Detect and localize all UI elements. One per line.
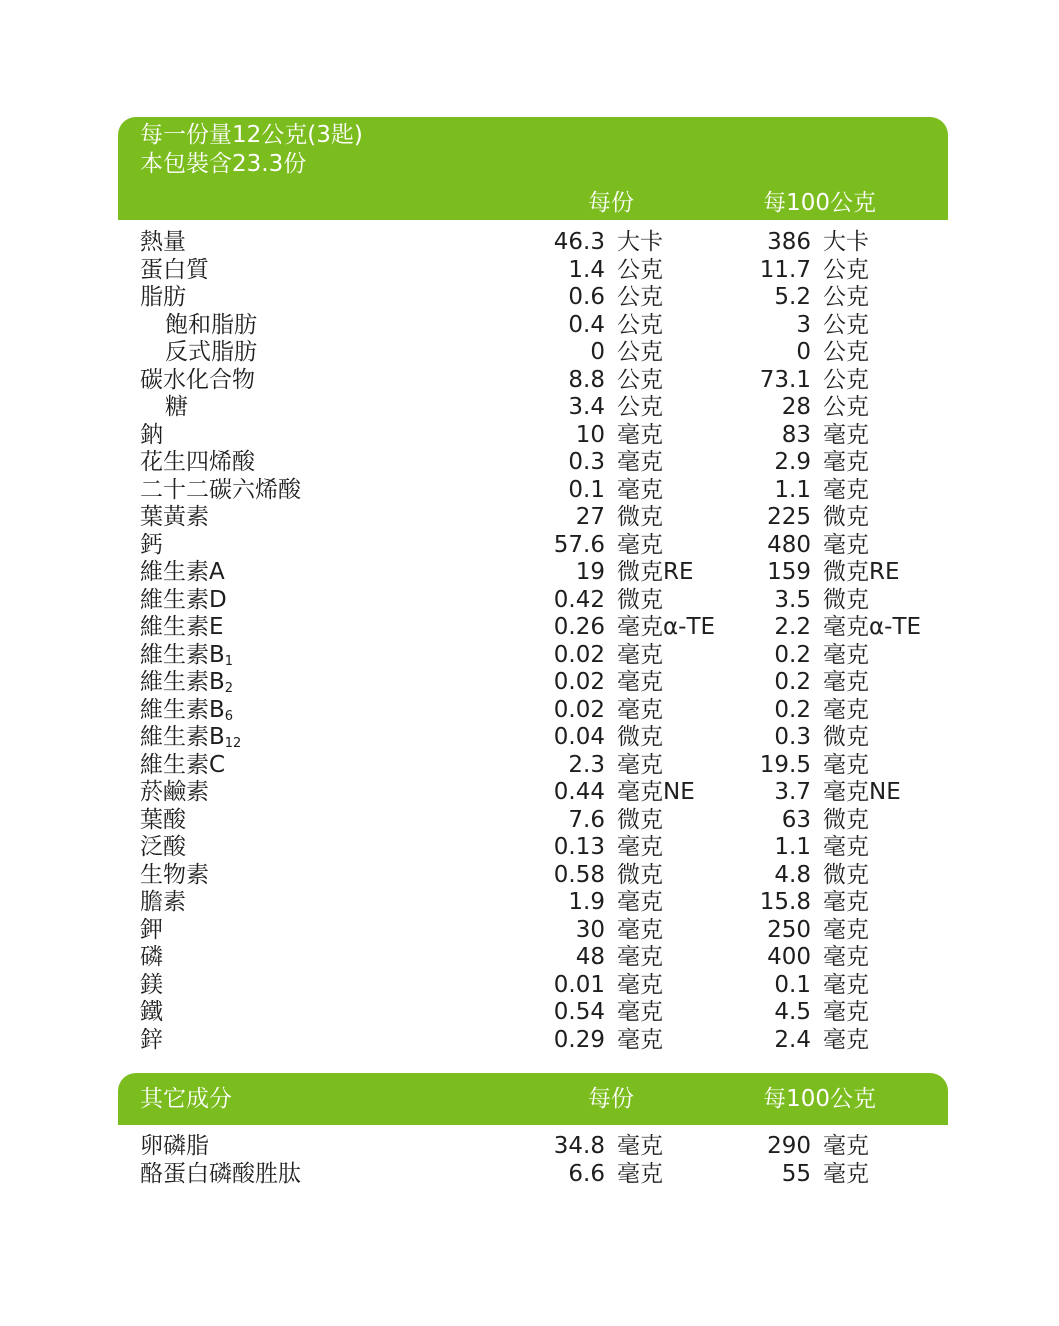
value-per-serving: 0 — [590, 339, 605, 365]
table-row — [0, 587, 1059, 615]
unit-per-serving: 微克 — [617, 724, 663, 750]
nutrient-name: 二十二碳六烯酸 — [140, 476, 301, 503]
unit-per-100g: 毫克 — [823, 944, 869, 970]
value-per-100g: 4.5 — [774, 999, 811, 1025]
unit-per-serving: 毫克 — [617, 834, 663, 860]
table-row — [0, 834, 1059, 862]
unit-per-100g: 毫克 — [823, 696, 869, 723]
unit-per-serving: 毫克 — [617, 449, 663, 475]
table-row — [0, 669, 1059, 697]
value-per-serving: 0.54 — [553, 999, 605, 1025]
table-row — [0, 477, 1059, 505]
value-per-100g: 0 — [796, 339, 811, 365]
table-row — [0, 257, 1059, 285]
value-per-100g: 55 — [781, 1160, 811, 1187]
nutrient-name: 鈣 — [140, 531, 163, 558]
unit-per-serving: 毫克 — [617, 696, 663, 723]
unit-per-100g: 毫克 — [823, 531, 869, 558]
value-per-100g: 2.2 — [774, 614, 811, 640]
unit-per-serving: 毫克 — [617, 751, 663, 778]
table-row — [0, 532, 1059, 560]
other-col-per-serving-header: 每份 — [588, 1086, 634, 1112]
unit-per-serving: 毫克 — [617, 669, 663, 695]
value-per-serving: 2.3 — [568, 751, 605, 778]
value-per-100g: 19.5 — [759, 751, 811, 778]
value-per-100g: 3 — [796, 311, 811, 338]
value-per-serving: 19 — [575, 559, 605, 585]
nutrient-name: 脂肪 — [140, 284, 186, 310]
nutrient-name: 磷 — [140, 944, 163, 970]
value-per-100g: 400 — [767, 944, 811, 970]
serving-size: 每一份量12公克(3匙) — [140, 122, 363, 148]
table-row — [0, 889, 1059, 917]
value-per-serving: 3.4 — [568, 394, 605, 420]
vitamin-subscript: 12 — [224, 736, 242, 751]
col-per-100g-header: 每100公克 — [763, 190, 876, 216]
value-per-100g: 0.1 — [774, 971, 811, 998]
value-per-serving: 0.3 — [568, 449, 605, 475]
nutrient-name: 葉黃素 — [140, 504, 209, 530]
unit-per-serving: 毫克 — [617, 916, 663, 943]
value-per-100g: 4.8 — [774, 861, 811, 888]
nutrient-name: 維生素B2 — [140, 669, 234, 696]
unit-per-100g: 微克 — [823, 586, 869, 613]
value-per-serving: 0.1 — [568, 476, 605, 503]
nutrient-table — [0, 229, 1059, 1054]
nutrient-name: 熱量 — [140, 229, 186, 255]
unit-per-serving: 毫克 — [617, 944, 663, 970]
nutrient-name: 維生素B12 — [140, 724, 242, 751]
value-per-100g: 0.2 — [774, 641, 811, 668]
value-per-100g: 1.1 — [774, 834, 811, 860]
value-per-serving: 0.04 — [553, 724, 605, 750]
unit-per-100g: 毫克 — [823, 999, 869, 1025]
unit-per-serving: 毫克 — [617, 1133, 663, 1159]
value-per-serving: 48 — [575, 944, 605, 970]
nutrient-name: 維生素A — [140, 559, 225, 585]
unit-per-serving: 微克RE — [617, 559, 694, 585]
nutrient-name: 鎂 — [140, 971, 163, 998]
unit-per-serving: 毫克 — [617, 999, 663, 1025]
unit-per-serving: 毫克 — [617, 1026, 663, 1053]
value-per-100g: 0.2 — [774, 696, 811, 723]
nutrient-name: 酪蛋白磷酸胜肽 — [140, 1160, 301, 1187]
unit-per-serving: 毫克 — [617, 1160, 663, 1187]
unit-per-100g: 微克 — [823, 724, 869, 750]
table-row — [0, 284, 1059, 312]
value-per-100g: 83 — [781, 421, 811, 448]
unit-per-serving: 毫克 — [617, 971, 663, 998]
nutrient-name: 膽素 — [140, 889, 186, 915]
table-row — [0, 1133, 1059, 1161]
value-per-100g: 73.1 — [759, 366, 811, 393]
unit-per-serving: 毫克NE — [617, 779, 695, 805]
unit-per-100g: 毫克 — [823, 889, 869, 915]
servings-per-pack: 本包裝含23.3份 — [140, 151, 307, 177]
value-per-serving: 0.29 — [553, 1026, 605, 1053]
unit-per-serving: 毫克 — [617, 889, 663, 915]
value-per-100g: 3.7 — [774, 779, 811, 805]
unit-per-serving: 公克 — [617, 339, 663, 365]
unit-per-100g: 毫克 — [823, 449, 869, 475]
unit-per-serving: 公克 — [617, 311, 663, 338]
table-row — [0, 504, 1059, 532]
unit-per-100g: 微克 — [823, 806, 869, 833]
unit-per-100g: 公克 — [823, 366, 869, 393]
unit-per-100g: 大卡 — [823, 229, 869, 255]
value-per-serving: 0.13 — [553, 834, 605, 860]
value-per-serving: 0.44 — [553, 779, 605, 805]
value-per-100g: 1.1 — [774, 476, 811, 503]
nutrient-name: 碳水化合物 — [140, 366, 255, 393]
value-per-100g: 290 — [767, 1133, 811, 1159]
value-per-100g: 5.2 — [774, 284, 811, 310]
unit-per-100g: 毫克 — [823, 916, 869, 943]
serving-info — [140, 121, 363, 179]
value-per-serving: 57.6 — [553, 531, 605, 558]
table-row — [0, 779, 1059, 807]
value-per-serving: 0.02 — [553, 641, 605, 668]
unit-per-serving: 微克 — [617, 806, 663, 833]
nutrient-name: 葉酸 — [140, 806, 186, 833]
nutrient-name: 維生素E — [140, 614, 224, 640]
value-per-100g: 11.7 — [759, 256, 811, 283]
unit-per-100g: 公克 — [823, 284, 869, 310]
table-row — [0, 862, 1059, 890]
unit-per-serving: 毫克 — [617, 476, 663, 503]
table-row — [0, 229, 1059, 257]
nutrient-name: 泛酸 — [140, 834, 186, 860]
value-per-100g: 2.9 — [774, 449, 811, 475]
table-row — [0, 367, 1059, 395]
value-per-serving: 0.02 — [553, 669, 605, 695]
unit-per-serving: 公克 — [617, 284, 663, 310]
unit-per-serving: 毫克 — [617, 641, 663, 668]
nutrient-name: 維生素B1 — [140, 641, 234, 669]
unit-per-100g: 微克 — [823, 504, 869, 530]
table-row — [0, 394, 1059, 422]
unit-per-100g: 毫克 — [823, 1133, 869, 1159]
table-row — [0, 1161, 1059, 1189]
nutrient-name: 鈉 — [140, 421, 163, 448]
nutrient-name: 鋅 — [140, 1026, 163, 1053]
unit-per-100g: 公克 — [823, 256, 869, 283]
unit-per-100g: 毫克 — [823, 971, 869, 998]
value-per-100g: 250 — [767, 916, 811, 943]
other-ingredients-table — [0, 1133, 1059, 1188]
unit-per-100g: 毫克 — [823, 641, 869, 668]
vitamin-subscript: 1 — [224, 653, 234, 669]
table-row — [0, 339, 1059, 367]
table-row — [0, 697, 1059, 725]
value-per-serving: 34.8 — [553, 1133, 605, 1159]
value-per-100g: 480 — [767, 531, 811, 558]
value-per-serving: 1.4 — [568, 256, 605, 283]
unit-per-100g: 毫克 — [823, 1026, 869, 1053]
value-per-serving: 6.6 — [568, 1160, 605, 1187]
unit-per-100g: 微克RE — [823, 559, 900, 585]
value-per-serving: 1.9 — [568, 889, 605, 915]
unit-per-100g: 毫克 — [823, 669, 869, 695]
value-per-serving: 8.8 — [568, 366, 605, 393]
nutrient-name: 維生素B6 — [140, 696, 234, 724]
unit-per-serving: 公克 — [617, 366, 663, 393]
nutrient-name: 卵磷脂 — [140, 1133, 209, 1159]
unit-per-serving: 微克 — [617, 586, 663, 613]
unit-per-100g: 毫克 — [823, 421, 869, 448]
unit-per-100g: 毫克α-TE — [823, 614, 922, 640]
table-row — [0, 999, 1059, 1027]
nutrient-name: 鉀 — [140, 916, 163, 943]
value-per-100g: 15.8 — [759, 889, 811, 915]
value-per-100g: 0.3 — [774, 724, 811, 750]
table-row — [0, 642, 1059, 670]
unit-per-serving: 微克 — [617, 504, 663, 530]
value-per-serving: 0.02 — [553, 696, 605, 723]
value-per-serving: 30 — [575, 916, 605, 943]
nutrient-name: 菸鹼素 — [140, 779, 209, 805]
nutrient-name: 維生素C — [140, 751, 226, 778]
unit-per-serving: 毫克α-TE — [617, 614, 716, 640]
value-per-100g: 28 — [781, 394, 811, 420]
value-per-100g: 225 — [767, 504, 811, 530]
unit-per-100g: 毫克 — [823, 751, 869, 778]
nutrient-name: 飽和脂肪 — [165, 311, 257, 338]
table-row — [0, 559, 1059, 587]
value-per-serving: 0.26 — [553, 614, 605, 640]
value-per-serving: 0.01 — [553, 971, 605, 998]
col-per-serving-header: 每份 — [588, 190, 634, 216]
value-per-serving: 10 — [575, 421, 605, 448]
nutrient-name: 生物素 — [140, 861, 209, 888]
nutrient-name: 鐵 — [140, 999, 163, 1025]
unit-per-100g: 毫克 — [823, 476, 869, 503]
table-row — [0, 449, 1059, 477]
table-row — [0, 807, 1059, 835]
nutrient-name: 蛋白質 — [140, 256, 209, 283]
value-per-100g: 63 — [781, 806, 811, 833]
nutrient-name: 花生四烯酸 — [140, 449, 255, 475]
table-row — [0, 917, 1059, 945]
vitamin-subscript: 2 — [224, 681, 234, 696]
other-col-per-100g-header: 每100公克 — [763, 1086, 876, 1112]
unit-per-serving: 微克 — [617, 861, 663, 888]
table-row — [0, 422, 1059, 450]
vitamin-subscript: 6 — [224, 708, 234, 724]
table-row — [0, 724, 1059, 752]
unit-per-100g: 毫克 — [823, 1160, 869, 1187]
value-per-100g: 0.2 — [774, 669, 811, 695]
unit-per-100g: 毫克 — [823, 834, 869, 860]
value-per-100g: 3.5 — [774, 586, 811, 613]
value-per-100g: 386 — [767, 229, 811, 255]
table-row — [0, 944, 1059, 972]
value-per-serving: 0.58 — [553, 861, 605, 888]
nutrient-name: 維生素D — [140, 586, 227, 613]
unit-per-100g: 公克 — [823, 339, 869, 365]
unit-per-100g: 毫克NE — [823, 779, 901, 805]
value-per-serving: 27 — [575, 504, 605, 530]
unit-per-100g: 微克 — [823, 861, 869, 888]
table-row — [0, 752, 1059, 780]
other-ingredients-header — [118, 1073, 948, 1125]
table-row — [0, 312, 1059, 340]
unit-per-100g: 公克 — [823, 311, 869, 338]
unit-per-100g: 公克 — [823, 394, 869, 420]
unit-per-serving: 大卡 — [617, 229, 663, 255]
table-row — [0, 972, 1059, 1000]
nutrient-name: 反式脂肪 — [165, 339, 257, 365]
value-per-serving: 7.6 — [568, 806, 605, 833]
value-per-serving: 0.6 — [568, 284, 605, 310]
value-per-100g: 2.4 — [774, 1026, 811, 1053]
table-row — [0, 614, 1059, 642]
other-ingredients-title: 其它成分 — [140, 1086, 232, 1112]
nutrient-name: 糖 — [165, 394, 188, 420]
unit-per-serving: 公克 — [617, 394, 663, 420]
unit-per-serving: 毫克 — [617, 531, 663, 558]
table-row — [0, 1027, 1059, 1055]
value-per-100g: 159 — [767, 559, 811, 585]
value-per-serving: 0.4 — [568, 311, 605, 338]
unit-per-serving: 公克 — [617, 256, 663, 283]
value-per-serving: 0.42 — [553, 586, 605, 613]
unit-per-serving: 毫克 — [617, 421, 663, 448]
value-per-serving: 46.3 — [553, 229, 605, 255]
nutrition-header — [118, 117, 948, 220]
